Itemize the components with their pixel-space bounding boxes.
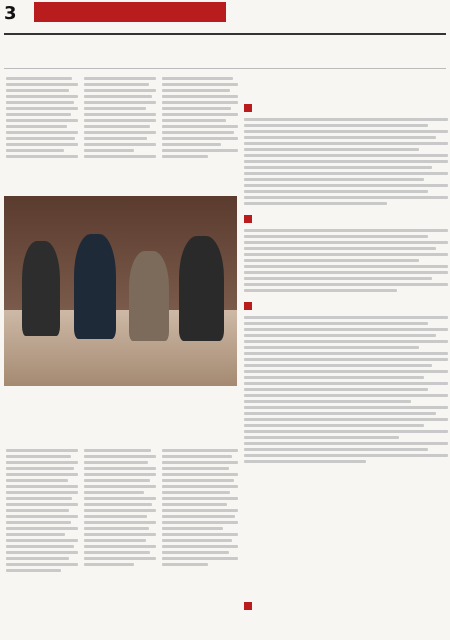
- photo-person: [74, 234, 116, 339]
- photo-person: [22, 241, 60, 336]
- masthead-info: [264, 6, 444, 28]
- brief-body: [244, 316, 448, 463]
- brief-title: [244, 104, 448, 112]
- bullet-icon: [244, 215, 252, 223]
- right-column: [244, 104, 448, 466]
- news-photo: [4, 196, 237, 386]
- main-column-2: [84, 74, 156, 192]
- brief-title: [244, 302, 448, 310]
- story-column-3: [162, 446, 238, 636]
- section-title: [34, 2, 226, 22]
- main-column-1: [6, 74, 78, 192]
- brief-title: [244, 602, 256, 610]
- story-column-1: [6, 446, 78, 636]
- story-column-2: [84, 446, 156, 636]
- brief-title: [244, 215, 448, 223]
- page-number: 3: [4, 3, 17, 24]
- bullet-icon: [244, 104, 252, 112]
- bullet-icon: [244, 602, 252, 610]
- masthead: [0, 0, 450, 34]
- main-column-3: [162, 74, 238, 192]
- brief-body: [244, 118, 448, 205]
- masthead-rule: [4, 33, 446, 35]
- photo-person: [129, 251, 169, 341]
- photo-person: [179, 236, 224, 341]
- brief-body: [244, 229, 448, 292]
- headline-rule: [4, 68, 446, 69]
- bullet-icon: [244, 302, 252, 310]
